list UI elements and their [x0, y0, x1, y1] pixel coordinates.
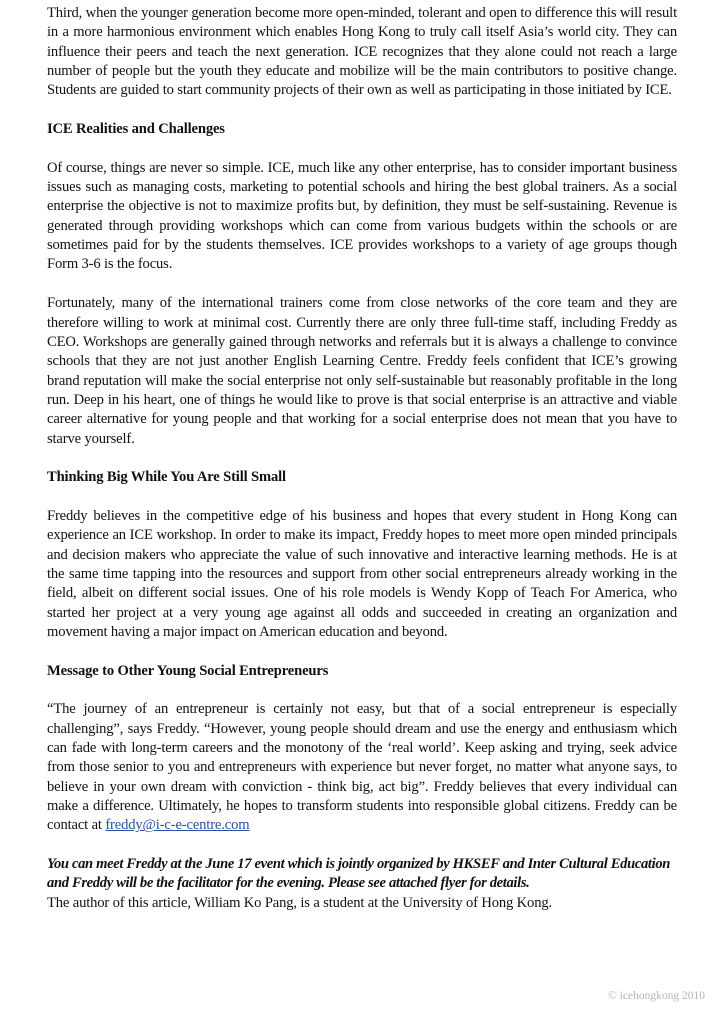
author-note: The author of this article, William Ko Pang, is a student at the University of Hong Kong.: [47, 894, 552, 911]
message-text: “The journey of an entrepreneur is certainly not easy, but that of a social entrepreneur is especially challenging”, says Freddy. “However, young people should dream and use the energy and enthusiasm which can fade with long-term careers and the monotony of the ‘real world’. Keep asking and trying, seek advice from those senior to you and entrepreneurs with experience but never forget, no matter what anyone says, to believe in your own dream with conviction - think big, act big”. Freddy believes that every individual can make a difference. Ultimately, he hopes to transform students into responsible global citizens. Freddy can be contact at: [47, 701, 677, 834]
body-paragraph: Freddy believes in the competitive edge of his business and hopes that every student in Hong Kong can experience an ICE workshop. In order to make its impact, Freddy hopes to meet more open minded principals and decision makers who appreciate the value of such innovative and interactive learning methods. He is at the same time tapping into the resources and support from other social entrepreneurs already working in the field, albeit on different social issues. One of his role models is Wendy Kopp of Teach For America, who started her project at a very young age against all odds and succeeded in creating an organization and movement having a major impact on American education and beyond.: [47, 507, 677, 640]
copyright-footer: © icehongkong 2010: [608, 990, 705, 1002]
body-paragraph: Fortunately, many of the international trainers come from close networks of the core team and they are therefore willing to work at minimal cost. Currently there are only three full-time staff, including Freddy as CEO. Workshops are generally gained through networks and referrals but it is always a challenge to convince schools that they are not just another English Learning Centre. Freddy feels confident that ICE’s growing brand reputation will make the social enterprise not only self-sustainable but reasonably profitable in the long run. Deep in his heart, one of things he would like to prove is that social enterprise is an attractive and viable career alternative for young people and that working for a social enterprise does not mean that you have to starve yourself.: [47, 295, 677, 447]
section-heading: ICE Realities and Challenges: [47, 121, 225, 138]
body-paragraph: Of course, things are never so simple. ICE, much like any other enterprise, has to consider important business issues such as managing costs, marketing to potential schools and hiring the best global trainers. As a social enterprise the objective is not to maximize profits but, by definition, they must be self-sustaining. Revenue is generated through providing workshops which can come from various budgets within the schools or are sometimes paid for by the students themselves. ICE provides workshops to a variety of age groups though Form 3-6 is the focus.: [47, 159, 677, 273]
section-realities-challenges: [47, 120, 677, 449]
section-thinking-big: [47, 468, 677, 642]
section-heading: Thinking Big While You Are Still Small: [47, 469, 286, 486]
event-note: You can meet Freddy at the June 17 event which is jointly organized by HKSEF and Inter Cultural Education and Freddy will be the facilitator for the evening. Please see attached flyer for details.: [47, 856, 671, 892]
intro-paragraph: Third, when the younger generation become more open-minded, tolerant and open to difference this will result in a more harmonious environment which enables Hong Kong to truly call itself Asia’s world city. They can influence their peers and teach the next generation. ICE recognizes that they alone could not reach a large number of people but the youth they educate and mobilize will be the main contributors to positive change. Students are guided to start community projects of their own as well as participating in those initiated by ICE.: [47, 5, 677, 99]
article-page: [47, 4, 677, 913]
contact-email-link[interactable]: freddy@i-c-e-centre.com: [105, 817, 250, 834]
body-paragraph: [47, 700, 677, 835]
section-heading: Message to Other Young Social Entrepreneurs: [47, 662, 329, 679]
section-message: [47, 662, 677, 836]
